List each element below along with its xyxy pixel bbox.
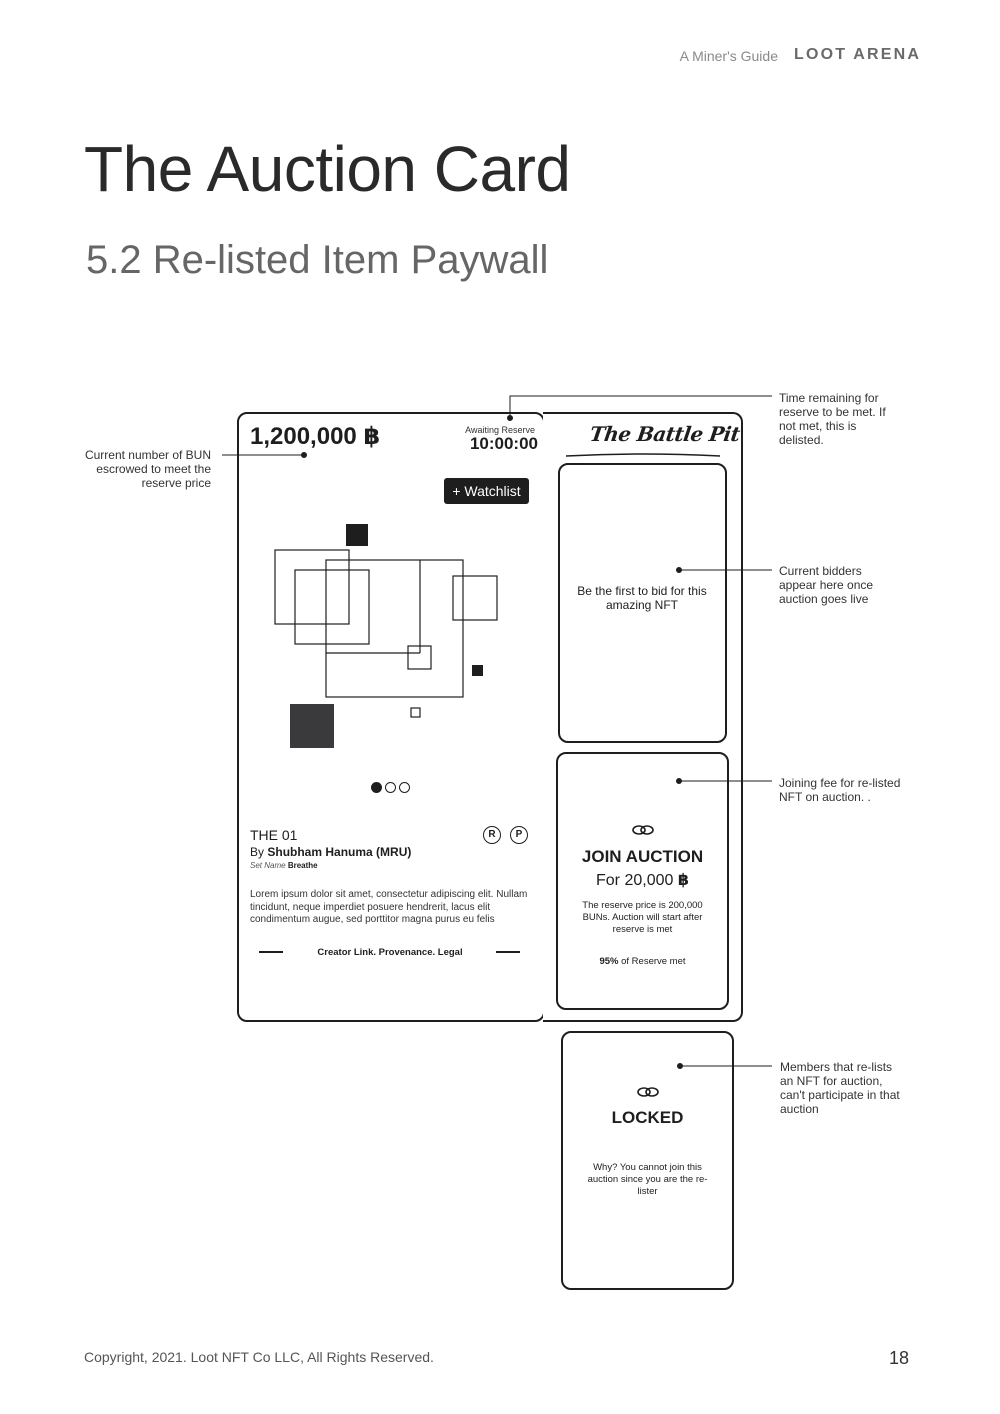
reserve-percent: 95% bbox=[599, 956, 619, 967]
set-name-label: Set Name bbox=[250, 861, 286, 870]
item-description: Lorem ipsum dolor sit amet, consectetur adipiscing elit. Nullam tincidunt, neque imperdiet posuere hendrerit, lacus elit condimentum augue, sed porttitor magna purus eu felis bbox=[250, 889, 528, 925]
reserve-percent-label: of Reserve met bbox=[621, 956, 686, 967]
brand-logo: LOOT ARENA bbox=[794, 46, 922, 63]
locked-title: LOCKED bbox=[611, 1108, 684, 1127]
by-prefix: By bbox=[250, 845, 265, 859]
p-badge: P bbox=[510, 826, 528, 844]
empty-bidders-message: Be the first to bid for this amazing NFT bbox=[577, 584, 707, 612]
reserve-timer: 10:00:00 bbox=[469, 434, 538, 453]
reserve-note: The reserve price is 200,000 BUNs. Auction will start after reserve is met bbox=[582, 900, 703, 935]
annotation-time: Time remaining for reserve to be met. If not met, this is delisted. bbox=[779, 391, 886, 447]
bun-currency-icon: ฿ bbox=[363, 423, 381, 450]
awaiting-reserve-label: Awaiting Reserve bbox=[465, 425, 535, 435]
annotation-escrow: Current number of BUN escrowed to meet the reserve price bbox=[84, 448, 211, 490]
page-title: The Auction Card bbox=[84, 133, 571, 205]
copyright: Copyright, 2021. Loot NFT Co LLC, All Rights Reserved. bbox=[84, 1349, 434, 1365]
battle-pit-underline bbox=[566, 454, 720, 456]
item-links[interactable]: Creator Link. Provenance. Legal bbox=[317, 947, 463, 958]
annotation-locked: Members that re-lists an NFT for auction, can't participate in that auction bbox=[780, 1060, 900, 1116]
link-icon bbox=[638, 1088, 658, 1096]
header-guide-label: A Miner's Guide bbox=[679, 48, 778, 64]
page-number: 18 bbox=[889, 1348, 910, 1368]
battle-pit-title: The Battle Pit bbox=[588, 422, 742, 446]
join-auction-title[interactable]: JOIN AUCTION bbox=[581, 847, 704, 866]
bun-currency-icon: ฿ bbox=[677, 872, 689, 889]
watchlist-button[interactable]: + Watchlist bbox=[444, 478, 529, 504]
annotation-bidders: Current bidders appear here once auction goes live bbox=[779, 564, 874, 606]
link-icon bbox=[633, 826, 653, 834]
join-fee-label: For 20,000 bbox=[596, 872, 674, 889]
locked-reason: Why? You cannot join this auction since you are the re-lister bbox=[587, 1162, 708, 1197]
r-badge: R bbox=[483, 826, 501, 844]
set-name-value: Breathe bbox=[287, 861, 318, 870]
page-subtitle: 5.2 Re-listed Item Paywall bbox=[86, 238, 549, 282]
annotation-fee: Joining fee for re-listed NFT on auction. . bbox=[779, 776, 901, 804]
price-value: 1,200,000 bbox=[250, 423, 357, 450]
item-name: THE 01 bbox=[250, 827, 298, 843]
creator-name[interactable]: Shubham Hanuma (MRU) bbox=[267, 845, 412, 859]
